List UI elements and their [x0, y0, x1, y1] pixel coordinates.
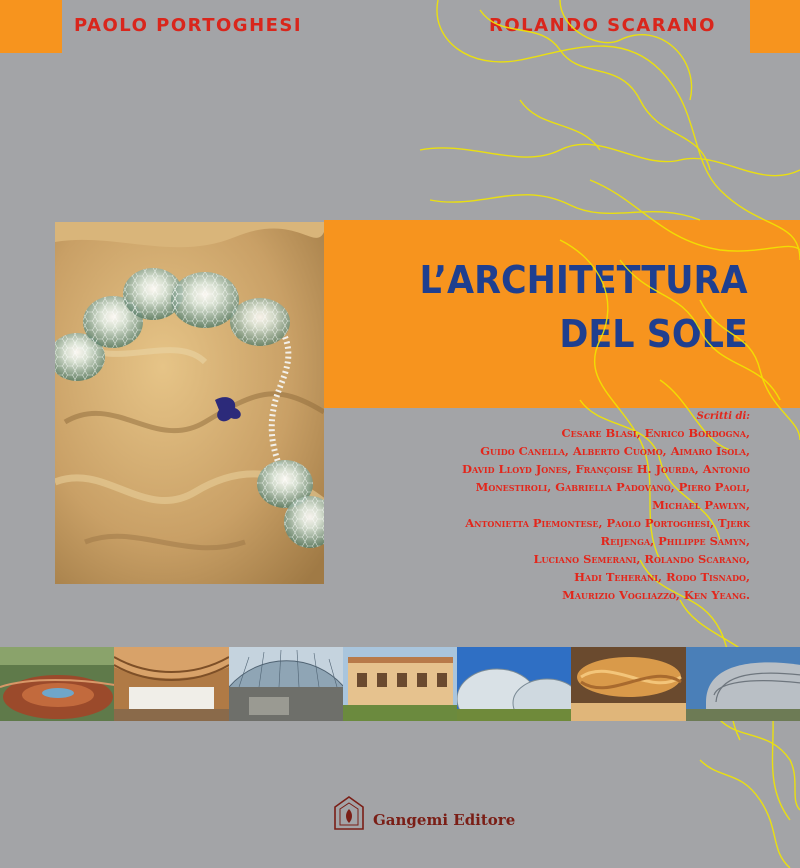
- orange-tab-left: [0, 0, 62, 53]
- thumbnail-photo: [571, 647, 685, 721]
- book-title-line-2: DEL SOLE: [559, 312, 748, 356]
- thumbnail-photo: [343, 647, 457, 721]
- publisher-name: Gangemi Editore: [373, 811, 516, 829]
- contributor-line: Cesare Blasi, Enrico Bordogna,: [561, 426, 750, 440]
- thumbnail-photo: [0, 647, 114, 721]
- contributor-line: Hadi Teherani, Rodo Tisnado,: [574, 570, 750, 584]
- contributor-line: Antonietta Piemontese, Paolo Portoghesi, Tjerk: [465, 516, 750, 530]
- contributor-line: Maurizio Vogliazzo, Ken Yeang.: [562, 588, 750, 602]
- thumbnail-photo: [686, 647, 800, 721]
- thumbnail-photo: [229, 647, 343, 721]
- contributor-line: Reijenga, Philippe Samyn,: [600, 534, 750, 548]
- hero-landscape-image: [55, 222, 324, 584]
- contributor-line: David Lloyd Jones, Françoise H. Jourda, Antonio: [462, 462, 750, 476]
- contributor-line: Michael Pawlyn,: [652, 498, 750, 512]
- contributors-list: [330, 410, 750, 604]
- book-title-line-1: L’ARCHITETTURA: [419, 258, 748, 302]
- author-left: PAOLO PORTOGHESI: [74, 15, 303, 36]
- contributor-line: Guido Canella, Alberto Cuomo, Aimaro Isola,: [480, 444, 750, 458]
- thumbnail-photo: [114, 647, 228, 721]
- hero-photo: [55, 222, 324, 584]
- title-block: [324, 220, 800, 408]
- publisher-logo-icon: [333, 795, 365, 831]
- contributors-heading: Scritti di:: [696, 411, 750, 422]
- thumbnail-photo: [457, 647, 571, 721]
- orange-tab-right: [750, 0, 800, 53]
- contributor-line: Luciano Semerani, Rolando Scarano,: [533, 552, 750, 566]
- contributor-line: Monestiroli, Gabriella Padovano, Piero Paoli,: [475, 480, 750, 494]
- author-right: ROLANDO SCARANO: [489, 15, 716, 36]
- photo-strip: [0, 647, 800, 721]
